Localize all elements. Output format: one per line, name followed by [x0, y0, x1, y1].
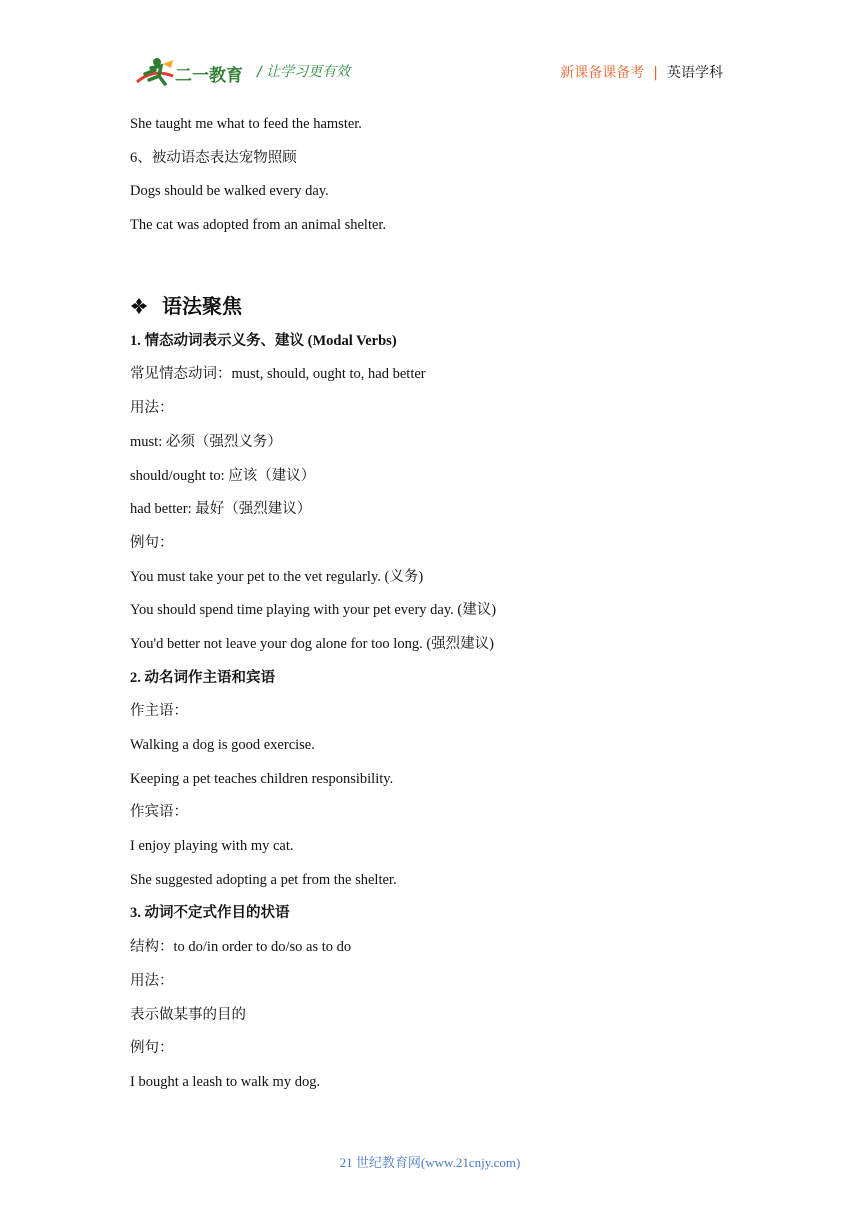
header-separator: | [653, 65, 658, 81]
text-line: I enjoy playing with my cat. [130, 838, 294, 855]
logo-icon [133, 54, 253, 90]
text-line: You must take your pet to the vet regularly. (义务) [130, 568, 424, 585]
slogan: / 让学习更有效 [257, 64, 351, 80]
grammar-heading-3: 3. 动词不定式作目的状语 [130, 905, 290, 922]
header-tag-subject: 英语学科 [667, 65, 723, 81]
text-line: Walking a dog is good exercise. [130, 737, 315, 753]
text-line: She suggested adopting a pet from the shelter. [130, 871, 397, 888]
text-line: 结构：to do/in order to do/so as to do [130, 939, 352, 956]
text-line: I bought a leash to walk my dog. [130, 1073, 321, 1090]
text-line: 常见情态动词：must, should, ought to, had better [130, 366, 426, 383]
text-line: 例句： [130, 1040, 174, 1057]
section-heading [130, 287, 730, 325]
logo-text: 二一教育 [175, 66, 243, 86]
page-header [0, 0, 860, 100]
text-line: 表示做某事的目的 [130, 1006, 246, 1023]
text-line: must: 必须（强烈义务） [130, 433, 282, 450]
text-line: Keeping a pet teaches children responsibility. [130, 770, 394, 787]
text-line: Dogs should be walked every day. [130, 183, 329, 200]
grammar-heading-1: 1. 情态动词表示义务、建议 (Modal Verbs) [130, 332, 397, 349]
text-line: 用法： [130, 400, 174, 417]
section-title: 语法聚焦 [162, 293, 242, 318]
grammar-heading-2: 2. 动名词作主语和宾语 [130, 669, 275, 686]
header-tags [560, 62, 723, 82]
page-footer[interactable]: 21 世纪教育网(www.21cnjy.com) [339, 1155, 521, 1170]
text-line: You'd better not leave your dog alone for too long. (强烈建议) [130, 635, 494, 652]
text-line: 6、被动语态表达宠物照顾 [130, 149, 297, 166]
text-line: You should spend time playing with your pet every day. (建议) [130, 602, 497, 619]
text-line: 用法： [130, 972, 174, 989]
text-line: 作宾语： [130, 804, 188, 821]
diamond-bullet-icon [130, 297, 148, 315]
text-line: had better: 最好（强烈建议） [130, 501, 312, 518]
header-tag-courses: 新课备课备考 [560, 65, 645, 81]
text-line: 例句： [130, 534, 174, 551]
text-line: should/ought to: 应该（建议） [130, 467, 316, 484]
text-line: She taught me what to feed the hamster. [130, 116, 362, 132]
text-line: The cat was adopted from an animal shelter. [130, 217, 387, 234]
text-line: 作主语： [130, 703, 188, 720]
document-body [130, 108, 730, 1100]
